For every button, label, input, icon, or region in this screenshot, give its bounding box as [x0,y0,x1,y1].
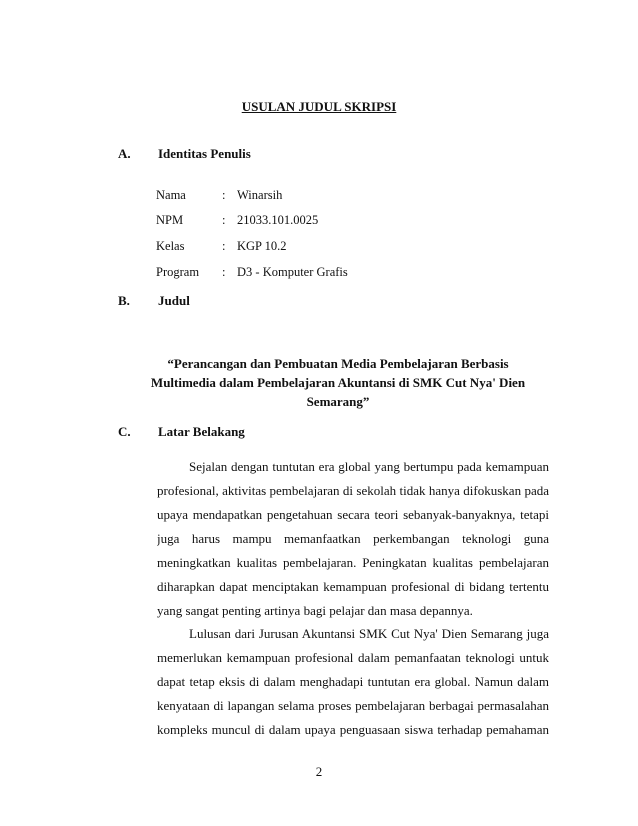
paragraph-line: kompleks muncul di dalam upaya penguasaan siswa terhadap pemahaman [157,722,549,737]
identity-colon: : [222,188,226,202]
paragraph-line: dapat tetap eksis di dalam menghadapi tuntutan era global. Namun dalam [157,674,549,689]
document-title: USULAN JUDUL SKRIPSI [241,99,397,114]
thesis-title-line: “Perancangan dan Pembuatan Media Pembelajaran Berbasis [167,356,509,371]
identity-colon: : [222,265,226,279]
paragraph-line: upaya mendapatkan pengetahuan secara teori sebanyak-banyaknya, tetapi [157,507,549,522]
paragraph-line: Sejalan dengan tuntutan era global yang bertumpu pada kemampuan [189,459,549,474]
section-b-letter: B. [118,293,130,308]
thesis-title-line: Semarang” [306,394,370,409]
identity-value: KGP 10.2 [237,239,287,253]
identity-value: 21033.101.0025 [237,213,319,227]
identity-key: Program [156,265,200,279]
page-number: 2 [315,764,323,779]
paragraph-2 [157,622,549,742]
identity-row-kelas [156,239,476,257]
paragraph-line: profesional, aktivitas pembelajaran di sekolah tidak hanya difokuskan pada [157,483,549,498]
section-a-letter: A. [118,146,131,161]
identity-row-nama [156,188,476,206]
identity-row-program [156,265,476,283]
section-c-letter: C. [118,424,131,439]
paragraph-line: yang sangat penting artinya bagi pelajar dan masa depannya. [157,603,473,618]
section-a-heading: Identitas Penulis [158,146,251,161]
section-b-heading: Judul [158,293,190,308]
identity-colon: : [222,239,226,253]
identity-value: D3 - Komputer Grafis [237,265,348,279]
identity-value: Winarsih [237,188,283,202]
identity-key: Kelas [156,239,185,253]
paragraph-line: meningkatkan kualitas pembelajaran. Peningkatan kualitas pembelajaran [157,555,549,570]
identity-key: Nama [156,188,186,202]
section-c-heading: Latar Belakang [158,424,245,439]
paragraph-line: memerlukan kemampuan profesional dalam pemanfaatan teknologi untuk [157,650,549,665]
paragraph-line: Lulusan dari Jurusan Akuntansi SMK Cut Nya' Dien Semarang juga [189,626,549,641]
thesis-title-line: Multimedia dalam Pembelajaran Akuntansi di SMK Cut Nya' Dien [150,375,526,390]
identity-row-npm [156,213,476,231]
paragraph-1 [157,455,549,623]
thesis-title [150,354,526,411]
paragraph-line: juga harus mampu memanfaatkan perkembangan teknologi guna [157,531,549,546]
paragraph-line: diharapkan dapat menciptakan kemampuan profesional di bidang tertentu [157,579,549,594]
paragraph-line: kenyataan di lapangan selama proses pembelajaran berbagai permasalahan [157,698,549,713]
identity-key: NPM [156,213,184,227]
identity-colon: : [222,213,226,227]
